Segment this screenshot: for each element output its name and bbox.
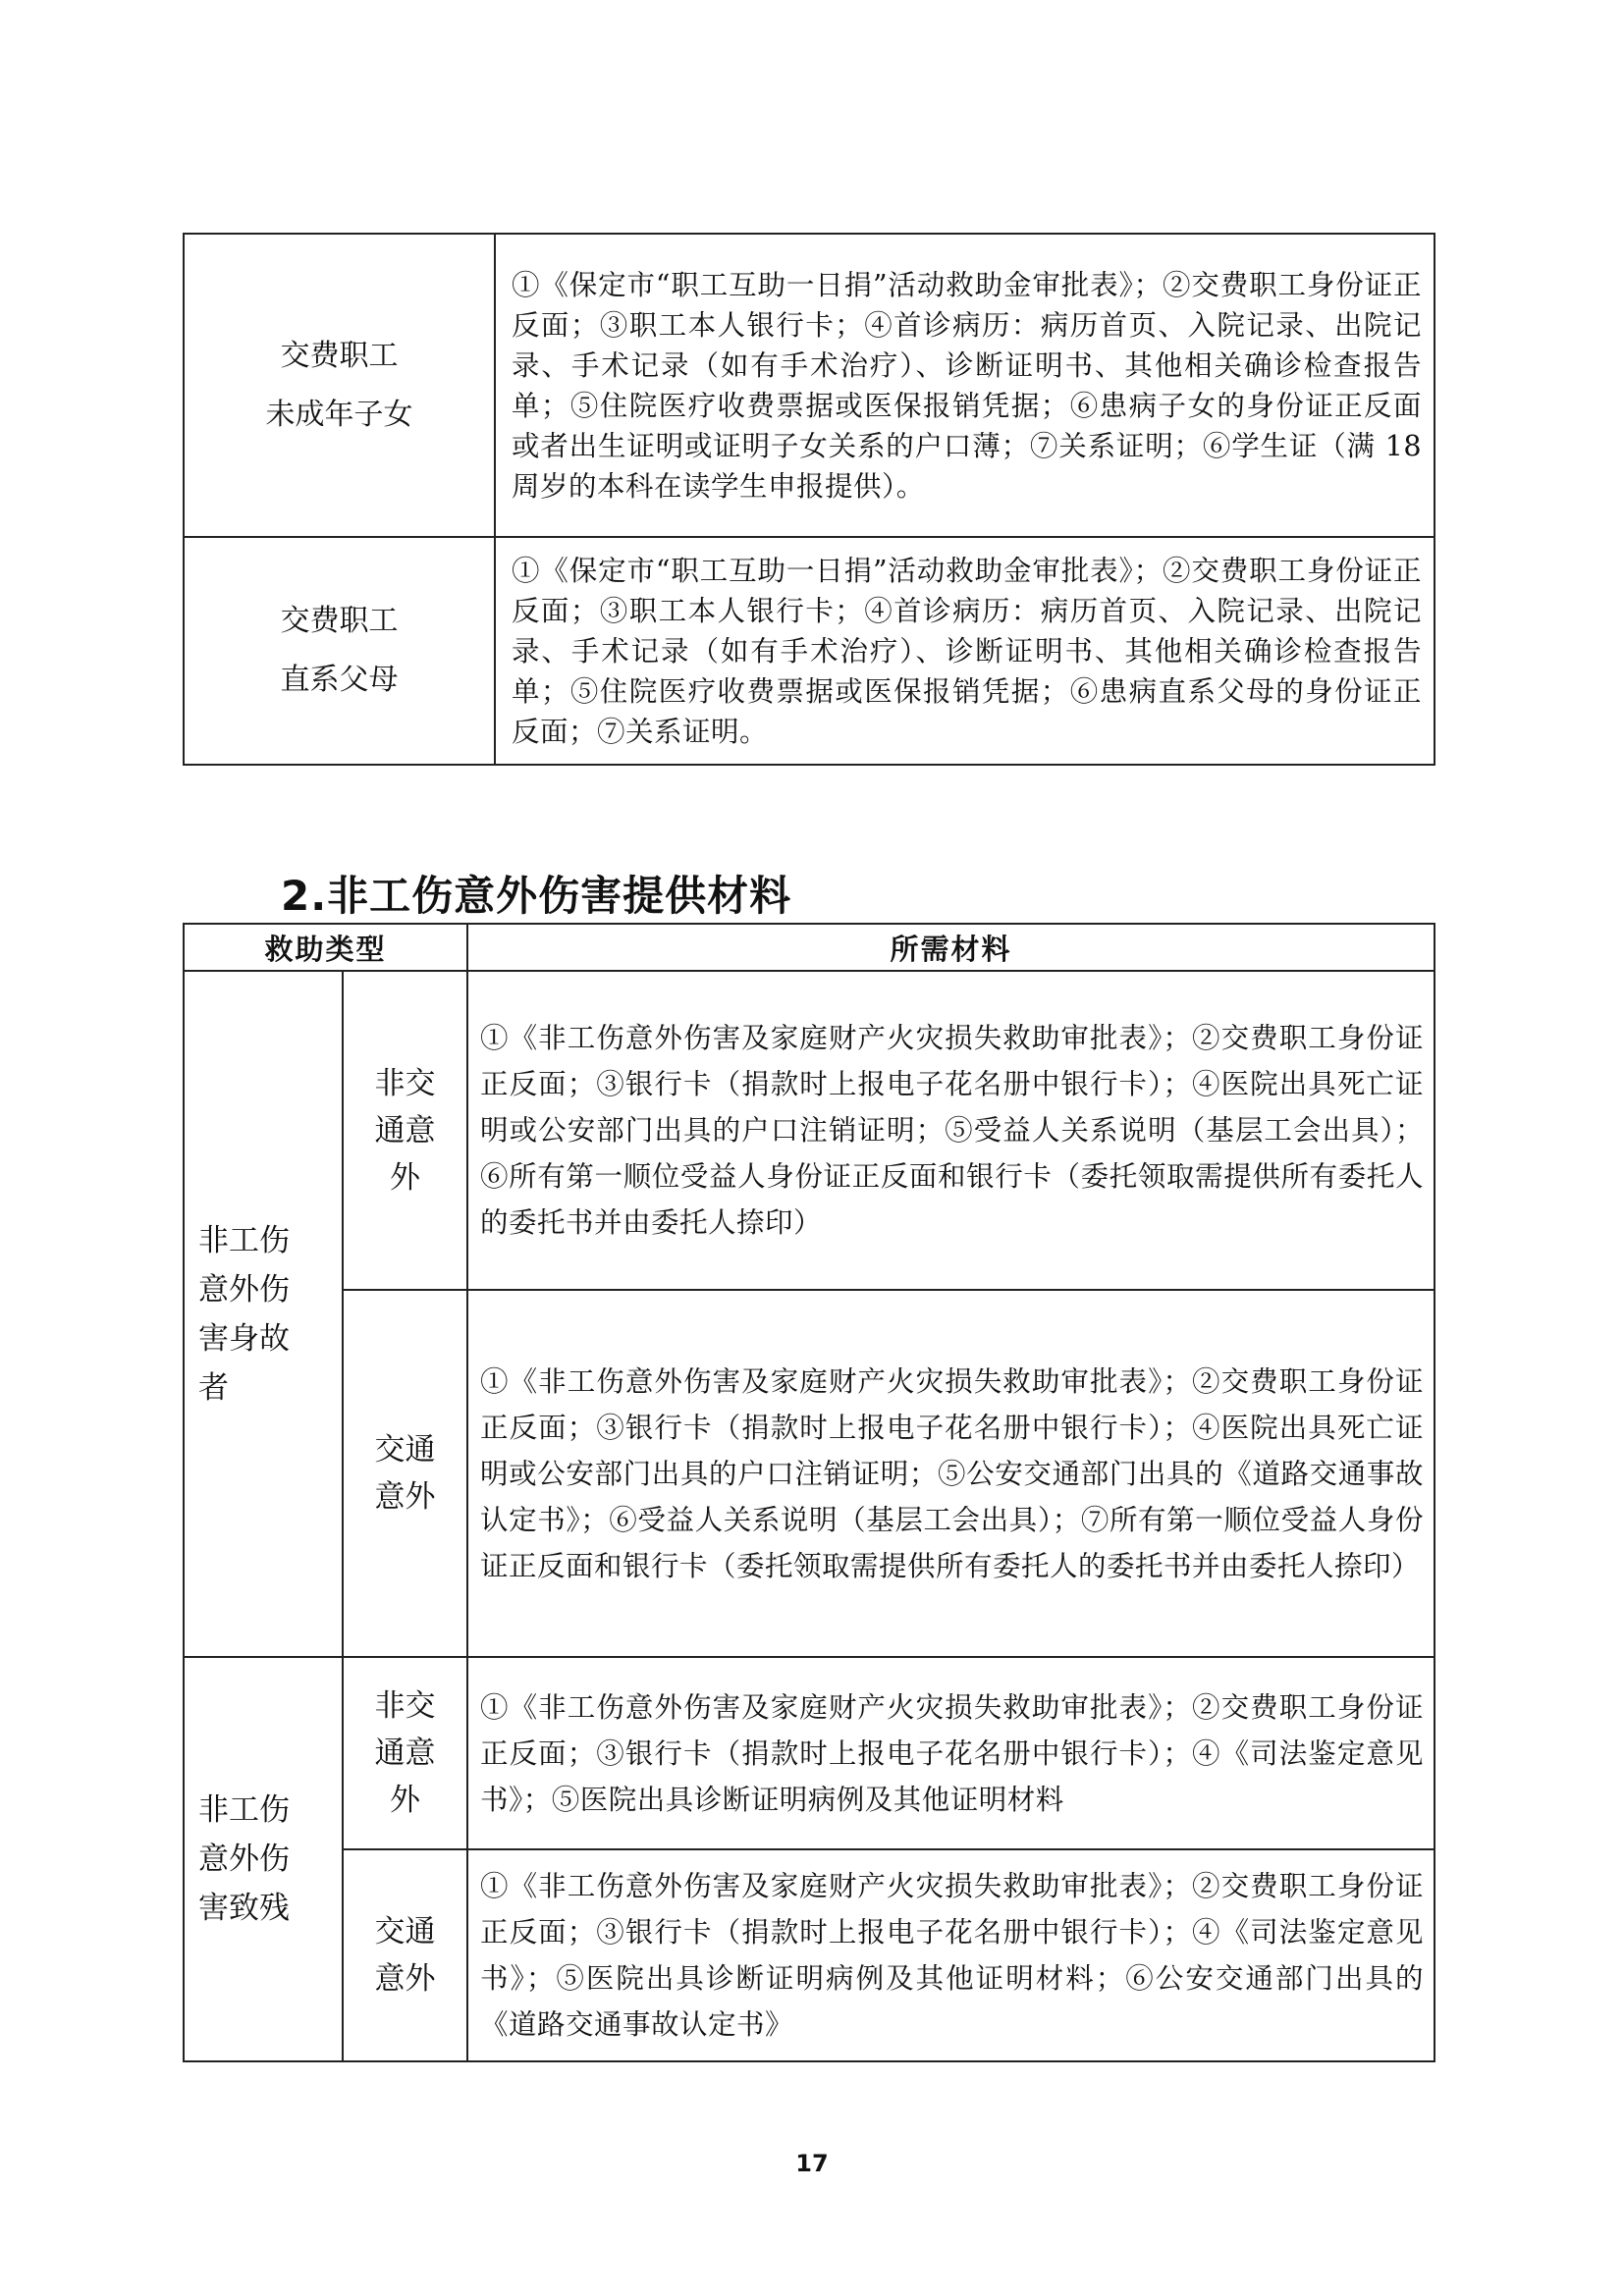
subcategory-line: 交通 <box>374 1432 436 1468</box>
category-line: 意外伤 <box>198 1271 290 1308</box>
recipient-type-line: 未成年子女 <box>265 397 413 432</box>
required-materials-cell: ①《非工伤意外伤害及家庭财产火灾损失救助审批表》；②交费职工身份证正反面；③银行卡（捐款时上报电子花名册中银行卡）；④《司法鉴定意见书》；⑤医院出具诊断证明病例及其他证明材料；⑥公安交通部门出具的《道路交通事故认定书》 <box>467 1849 1435 2061</box>
table-row <box>184 1290 1435 1657</box>
recipient-type-cell <box>184 537 495 765</box>
category-line: 意外伤 <box>198 1842 290 1877</box>
header-required-materials: 所需材料 <box>467 924 1435 971</box>
recipient-type-line: 直系父母 <box>280 663 399 697</box>
subcategory-line: 外 <box>390 1783 420 1818</box>
table-row <box>184 537 1435 765</box>
table-row <box>184 1657 1435 1849</box>
subcategory-line: 意外 <box>374 1479 436 1515</box>
materials-table-dependents <box>183 233 1435 766</box>
section-title: 2.非工伤意外伤害提供材料 <box>281 872 792 920</box>
subcategory-line: 非交 <box>374 1065 436 1101</box>
subcategory-line: 外 <box>390 1159 420 1196</box>
table-row <box>184 1849 1435 2061</box>
table-row <box>184 971 1435 1290</box>
required-materials-cell: ①《非工伤意外伤害及家庭财产火灾损失救助审批表》；②交费职工身份证正反面；③银行卡（捐款时上报电子花名册中银行卡）；④医院出具死亡证明或公安部门出具的户口注销证明；⑤受益人关系说明（基层工会出具）；⑥所有第一顺位受益人身份证正反面和银行卡（委托领取需提供所有委托人的委托书并由委托人捺印） <box>467 971 1435 1290</box>
subcategory-line: 非交 <box>374 1688 436 1724</box>
category-line: 害身故 <box>198 1320 290 1357</box>
recipient-type-line: 交费职工 <box>280 604 399 638</box>
subcategory-line: 通意 <box>374 1112 436 1148</box>
table-row <box>184 234 1435 537</box>
subcategory-line: 交通 <box>374 1914 436 1949</box>
required-materials-cell: ①《非工伤意外伤害及家庭财产火灾损失救助审批表》；②交费职工身份证正反面；③银行卡（捐款时上报电子花名册中银行卡）；④《司法鉴定意见书》；⑤医院出具诊断证明病例及其他证明材料 <box>467 1657 1435 1849</box>
subcategory-cell <box>343 971 467 1290</box>
recipient-type-cell <box>184 234 495 537</box>
subcategory-cell <box>343 1849 467 2061</box>
subcategory-cell <box>343 1657 467 1849</box>
page-number: 17 <box>795 2150 829 2177</box>
category-line: 非工伤 <box>198 1792 290 1828</box>
materials-table-accidental-injury <box>183 923 1435 2062</box>
subcategory-line: 通意 <box>374 1735 436 1771</box>
header-aid-type: 救助类型 <box>184 924 467 971</box>
table-header-row <box>184 924 1435 971</box>
required-materials-cell: ①《保定市“职工互助一日捐”活动救助金审批表》；②交费职工身份证正反面；③职工本人银行卡；④首诊病历：病历首页、入院记录、出院记录、手术记录（如有手术治疗）、诊断证明书、其他相关确诊检查报告单；⑤住院医疗收费票据或医保报销凭据；⑥患病直系父母的身份证正反面；⑦关系证明。 <box>495 537 1435 765</box>
category-line: 害致残 <box>198 1891 290 1926</box>
category-line: 非工伤 <box>198 1222 290 1258</box>
subcategory-cell <box>343 1290 467 1657</box>
required-materials-cell: ①《非工伤意外伤害及家庭财产火灾损失救助审批表》；②交费职工身份证正反面；③银行卡（捐款时上报电子花名册中银行卡）；④医院出具死亡证明或公安部门出具的户口注销证明；⑤公安交通部门出具的《道路交通事故认定书》；⑥受益人关系说明（基层工会出具）；⑦所有第一顺位受益人身份证正反面和银行卡（委托领取需提供所有委托人的委托书并由委托人捺印） <box>467 1290 1435 1657</box>
category-line: 者 <box>198 1369 229 1406</box>
recipient-type-line: 交费职工 <box>280 338 399 373</box>
required-materials-cell: ①《保定市“职工互助一日捐”活动救助金审批表》；②交费职工身份证正反面；③职工本人银行卡；④首诊病历：病历首页、入院记录、出院记录、手术记录（如有手术治疗）、诊断证明书、其他相关确诊检查报告单；⑤住院医疗收费票据或医保报销凭据；⑥患病子女的身份证正反面或者出生证明或证明子女关系的户口薄；⑦关系证明；⑥学生证（满 18 周岁的本科在读学生申报提供）。 <box>495 234 1435 537</box>
category-cell <box>184 971 343 1657</box>
category-cell <box>184 1657 343 2061</box>
subcategory-line: 意外 <box>374 1961 436 1997</box>
